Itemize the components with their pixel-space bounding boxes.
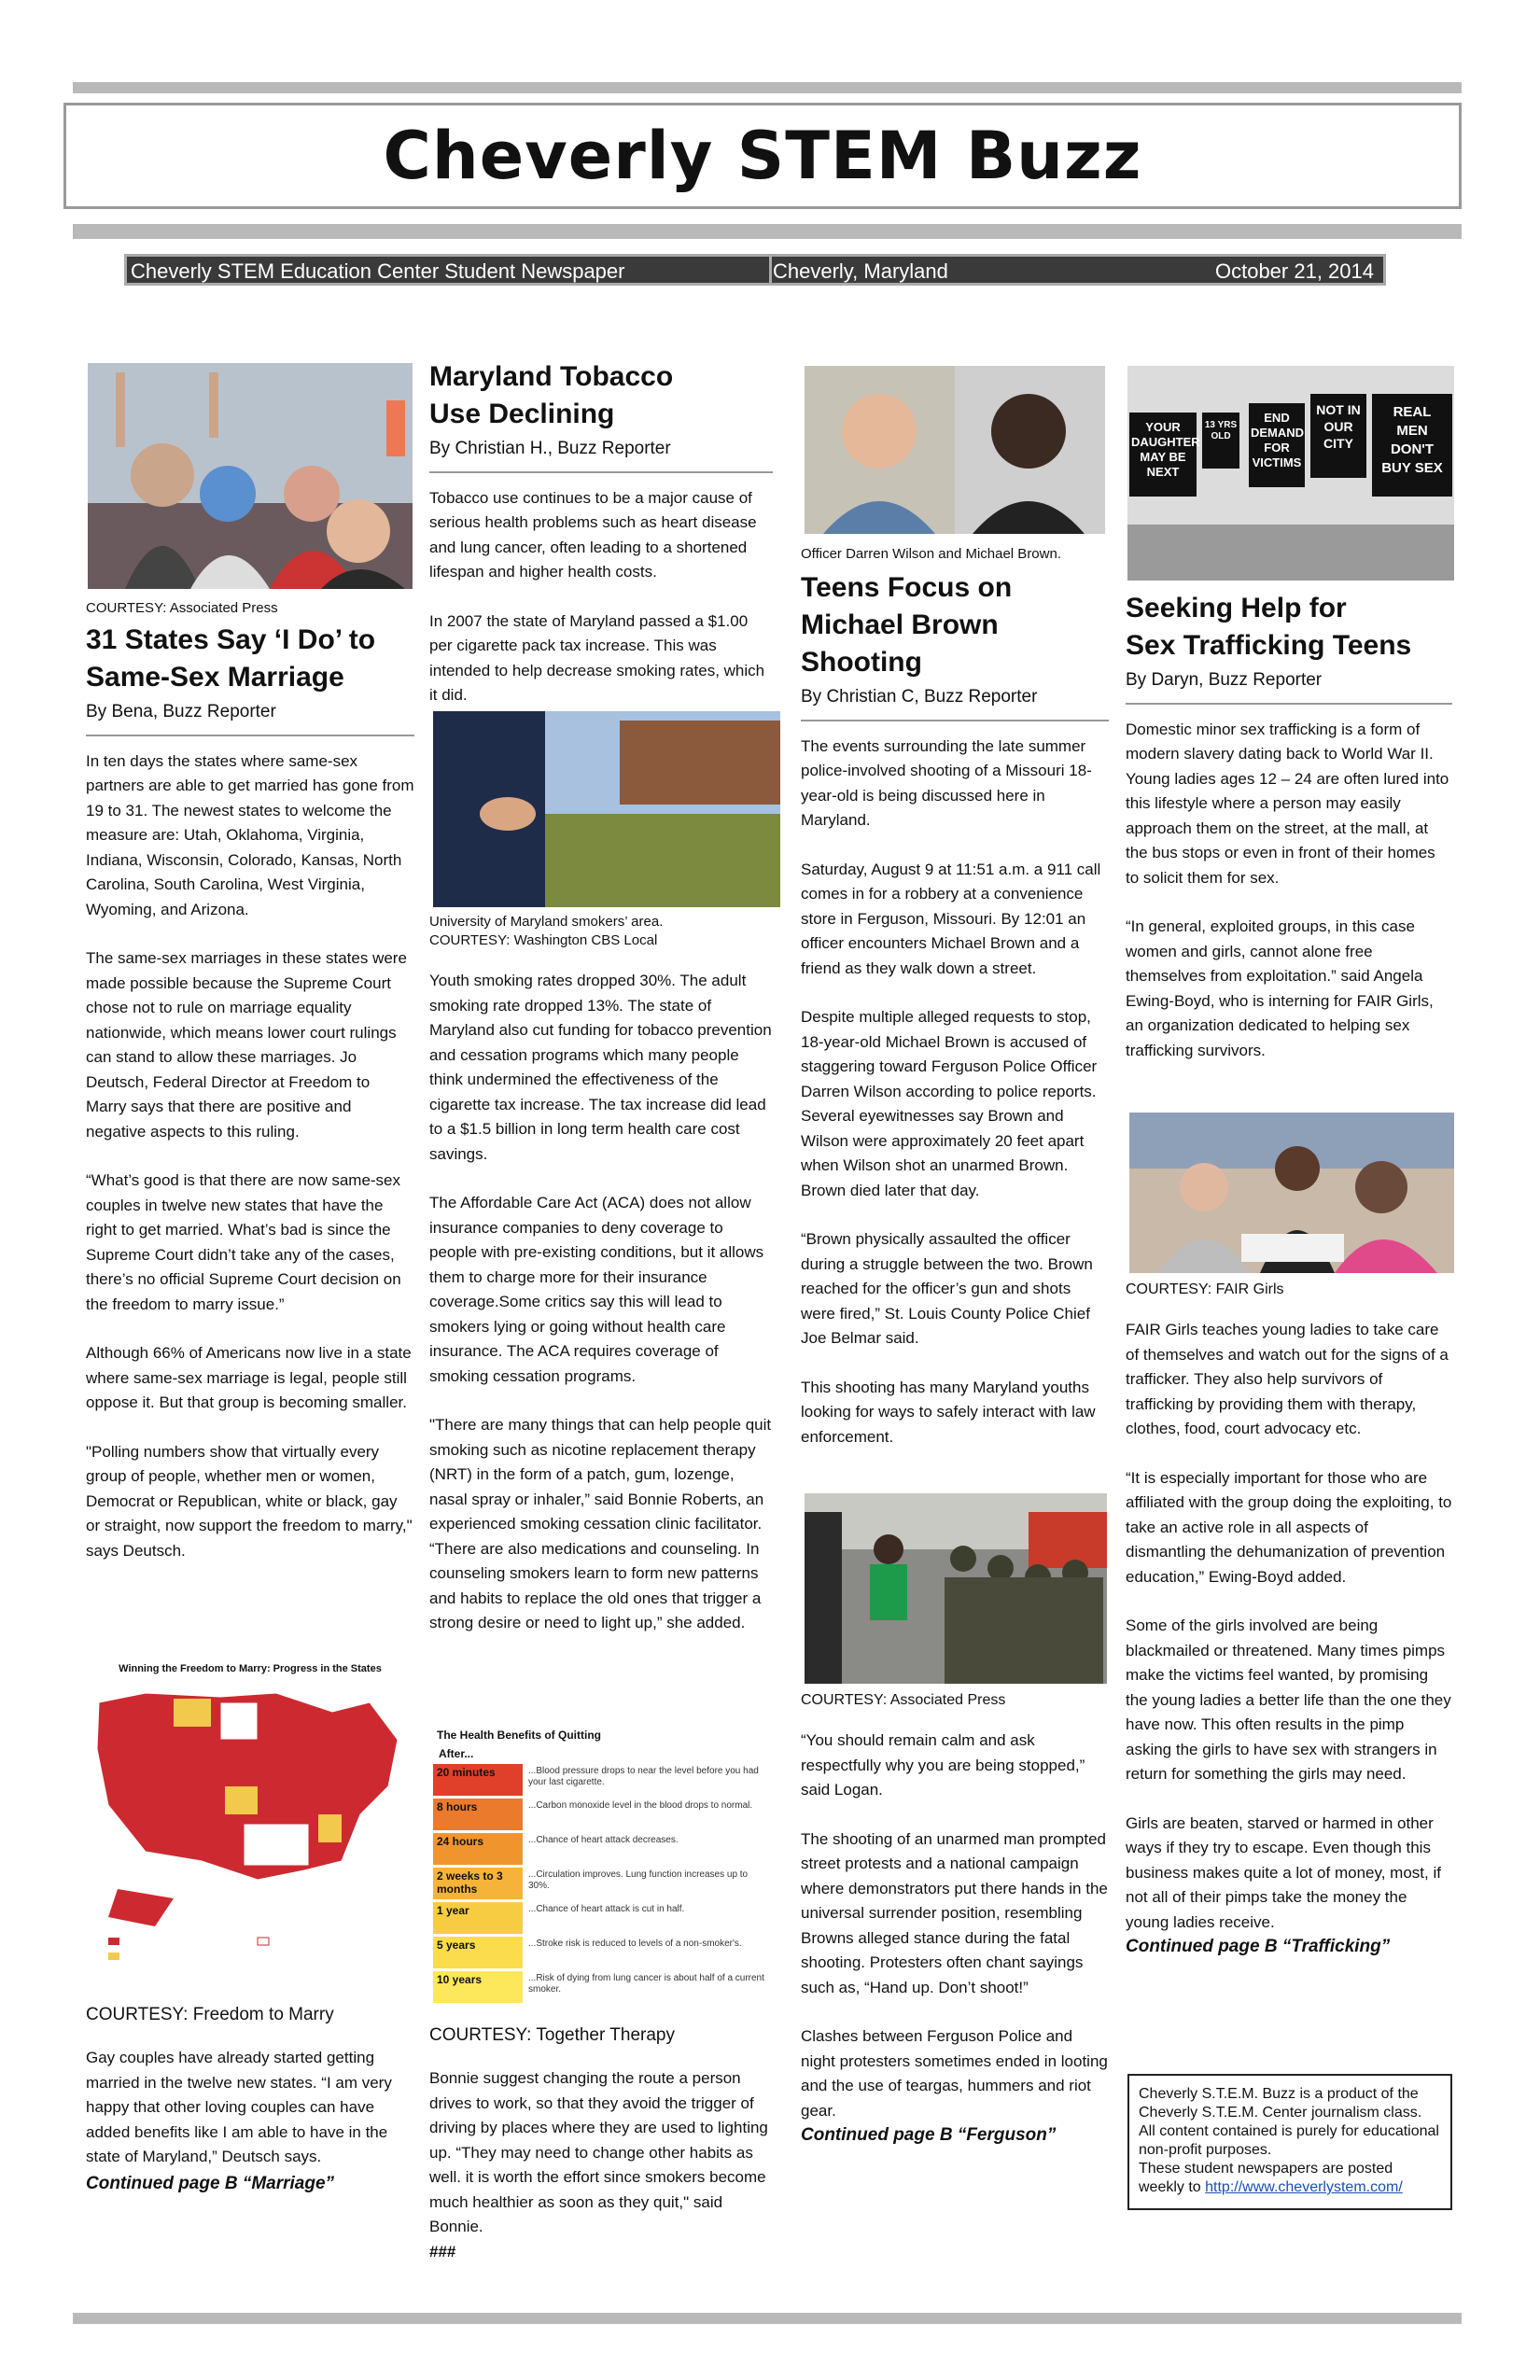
bottom-rule (73, 2313, 1462, 2324)
paragraph: “In general, exploited groups, in this case women and girls, cannot alone free themselves from exploitation.” said Angela Ewing-Boyd, who is interning for FAIR Girls, an organization dedicated to helping sex trafficking survivors. (1126, 917, 1434, 1059)
paragraph: “What’s good is that there are now same-sex couples in twelve new states that have the right to get married. What’s bad is since the Supreme Court didn’t take any of the cases, there’s no official Supreme Court decision on the freedom to marry issue.” (86, 1171, 401, 1313)
paragraph: Tobacco use continues to be a major cause of serious health problems such as heart disease and lung cancer, often leading to a shortened lifespan and higher health costs. (429, 488, 757, 581)
article-tobacco-cont (429, 913, 773, 1660)
table-row (433, 1799, 777, 1830)
divider (86, 735, 414, 736)
table-row (433, 1971, 777, 2003)
about-box (1127, 2074, 1452, 2210)
issue-date: October 21, 2014 (1214, 259, 1374, 283)
paragraph: The Affordable Care Act (ACA) does not allow insurance companies to deny coverage to people with pre-existing conditions, but it allows them to charge more for their insurance coverage.Some critics say this will lead to smokers lying or going without health care insurance. The ACA requires coverage of smoking cessation programs. (429, 1194, 764, 1385)
paragraph: Domestic minor sex trafficking is a form of modern slavery dating back to World War II. Young ladies ages 12 – 24 are often lured into this lifestyle where a person may easily approach them on the street, at the mall, at the bus stops or even in front of their homes to solicit them for sex. (1126, 720, 1449, 887)
byline: By Bena, Buzz Reporter (86, 702, 276, 721)
divider (1126, 703, 1452, 705)
table-row (433, 1937, 777, 1968)
headline-line: Seeking Help for (1126, 593, 1347, 623)
sign-text: REAL MEN DON'T BUY SEX (1381, 404, 1443, 476)
paragraph: Some of the girls involved are being blackmailed or threatened. Many times pimps make the victims feel wanted, by promising the young ladies a better life than the one they have now. This often results in the pimp asking the girls to have sex with strangers in return for something the girls may need. (1126, 1617, 1451, 1783)
table-text-cell: ...Risk of dying from lung cancer is about half of a current smoker. (528, 1973, 764, 1995)
byline: By Christian H., Buzz Reporter (429, 439, 671, 458)
about-posting-text: These student newspapers are posted weekly to (1139, 2161, 1393, 2195)
masthead (63, 103, 1462, 209)
fair-girls-photo (1129, 1113, 1454, 1273)
sign-text: NOT IN OUR CITY (1316, 402, 1361, 451)
table-time-cell: 20 minutes (433, 1764, 523, 1796)
paragraph: In ten days the states where same-sex partners are able to get married has gone from 19 to 31. The newest states to welcome the measure are: Utah, Oklahoma, Virginia, Indiana, Wisconsin, Colorado, Kansas, North Carolina, South Carolina, West Virginia, Wyoming, and Arizona. (86, 751, 414, 918)
article-tobacco-end (429, 2018, 773, 2264)
headline-line: Maryland Tobacco (429, 361, 674, 392)
paragraph: "Polling numbers show that virtually every group of people, whether men or women, Democrat or Republican, white or black, gay or straight, now support the freedom to marry," says Deutsch. (86, 1442, 413, 1560)
headline-line: Same-Sex Marriage (86, 662, 344, 693)
table-text-cell: ...Chance of heart attack is cut in half. (528, 1904, 685, 1914)
paragraph: "There are many things that can help people quit smoking such as nicotine replacement therapy (NRT) in the form of a patch, gum, lozenge, nasal spray or inhaler,” said Bonnie Roberts, an experienced smoking cessation clinic facilitator. “There are also medications and counseling. In counseling smokers learn to form new patterns and habits to replace the old ones that trigger a strong desire or need to light up,” she added. (429, 1416, 772, 1631)
table-row (433, 1764, 777, 1796)
about-posting (1139, 2160, 1441, 2197)
website-link[interactable]: http://www.cheverlystem.com/ (1205, 2179, 1403, 2195)
quitting-benefits-table (433, 1727, 777, 2007)
subtitle: Cheverly STEM Education Center Student Newspaper (131, 259, 625, 283)
sign-text: YOUR DAUGHTER MAY BE NEXT (1131, 420, 1200, 479)
table-row (433, 1902, 777, 1934)
top-rule (73, 82, 1462, 93)
paragraph: This shooting has many Maryland youths looking for ways to safely interact with law enforcement. (801, 1378, 1096, 1446)
paragraph: Girls are beaten, starved or harmed in other ways if they try to escape. Even though this business makes quite a lot of money, most, if not all of their pimps take the money the young ladies receive. (1126, 1813, 1441, 1931)
article-trafficking-cont (1126, 1281, 1452, 1960)
paragraph: The shooting of an unarmed man prompted street protests and a national campaign where demonstrators put there hands in the universal surrender position, resembling Browns alleged stance during the fatal shooting. Protesters often chant sayings such as, “Hand up. Don’t shoot!” (801, 1829, 1108, 1996)
marriage-map (90, 1663, 411, 1995)
table-caption: COURTESY: Together Therapy (429, 2025, 675, 2045)
paragraph: Saturday, August 9 at 11:51 a.m. a 911 call comes in for a robbery at a convenience store in Ferguson, Missouri. By 12:01 an officer encounters Michael Brown and a friend as they walk down a street. (801, 860, 1101, 977)
table-time-cell: 24 hours (433, 1833, 523, 1865)
headline-line: Michael Brown (801, 609, 999, 640)
photo-caption: COURTESY: Associated Press (801, 1692, 1006, 1708)
paragraph: “You should remain calm and ask respectfully why you are being stopped,” said Logan. (801, 1731, 1085, 1799)
map-title: Winning the Freedom to Marry: Progress in the States (119, 1663, 382, 1674)
table-time-cell: 8 hours (433, 1799, 523, 1830)
about-text: Cheverly S.T.E.M. Buzz is a product of the Cheverly S.T.E.M. Center journalism class. All content contained is purely for educational non-profit purposes. (1139, 2086, 1439, 2158)
paragraph: “Brown physically assaulted the officer during a struggle between the two. Brown reached for the officer’s gun and shots were fired,” St. Louis County Police Chief Joe Belmar said. (801, 1230, 1093, 1347)
info-bar (124, 254, 1386, 286)
byline: By Daryn, Buzz Reporter (1126, 670, 1323, 690)
article-trafficking (1126, 590, 1452, 1087)
continued-note: Continued page B “Ferguson” (801, 2125, 1057, 2145)
table-row (433, 1868, 777, 1899)
newspaper-title: Cheverly STEM Buzz (383, 118, 1142, 194)
table-after: After... (439, 1747, 474, 1760)
table-text-cell: ...Blood pressure drops to near the level before you had your last cigarette. (528, 1766, 759, 1787)
continued-note: Continued page B “Marriage” (86, 2173, 335, 2193)
headline-line: 31 States Say ‘I Do’ to (86, 624, 376, 655)
table-time-cell: 2 weeks to 3 months (433, 1868, 523, 1899)
article-ferguson-cont (801, 1691, 1109, 2149)
divider (801, 720, 1109, 721)
paragraph: FAIR Girls teaches young ladies to take care of themselves and watch out for the signs of a trafficker. They also help survivors of trafficking by providing them with therapy, clothes, food, court advocacy etc. (1126, 1321, 1449, 1437)
continued-note: Continued page B “Trafficking” (1126, 1937, 1391, 1956)
table-text-cell: ...Circulation improves. Lung function increases up to 30%. (528, 1869, 749, 1891)
table-row (433, 1833, 777, 1865)
table-text-cell: ...Stroke risk is reduced to levels of a non-smoker's. (528, 1939, 742, 1949)
photo-caption: Officer Darren Wilson and Michael Brown. (801, 546, 1061, 562)
paragraph: The events surrounding the late summer police-involved shooting of a Missouri 18-year-old is being discussed here in Maryland. (801, 736, 1092, 829)
headline-line: Use Declining (429, 399, 615, 429)
paragraph: The same-sex marriages in these states were made possible because the Supreme Court chose not to rule on marriage equality nationwide, which means lower court rulings can stand to allow these marriages. Jo Deutsch, Federal Director at Freedom to Marry says that there are positive and negative aspects to this ruling. (86, 949, 407, 1141)
article-marriage-cont (86, 1997, 414, 2196)
photo-caption: COURTESY: Associated Press (86, 600, 278, 616)
masthead-bottom-rule (73, 224, 1462, 239)
rally-photo (88, 363, 413, 589)
smokers-photo (433, 711, 780, 907)
table-time-cell: 10 years (433, 1971, 523, 2003)
sign-text: 13 YRS OLD (1204, 420, 1238, 441)
paragraph: Gay couples have already started getting married in the twelve new states. “I am very happy that other loving couples can have added benefits like I am able to have in the state of Maryland,” Deutsch says. (86, 2049, 392, 2165)
paragraph: “It is especially important for those who are affiliated with the group doing the exploiting, to take an active role in all aspects of dismantling the dehumanization of prevention education,” Ewing-Boyd added. (1126, 1468, 1452, 1586)
table-time-cell: 1 year (433, 1902, 523, 1934)
table-time-cell: 5 years (433, 1937, 523, 1968)
trafficking-protest-photo (1127, 366, 1454, 581)
table-text-cell: ...Chance of heart attack decreases. (528, 1835, 679, 1845)
byline: By Christian C, Buzz Reporter (801, 687, 1038, 707)
paragraph: Bonnie suggest changing the route a person drives to work, so that they avoid the trigger of driving by places where they are used to lighting up. “They may need to change other habits as well. it is worth the effort since smokers become much healthier as soon as they quit," said Bonnie. (429, 2069, 768, 2235)
photo-caption: COURTESY: Washington CBS Local (429, 932, 658, 948)
article-tobacco (429, 358, 773, 733)
table-rows (433, 1764, 777, 2003)
headline-line: Sex Trafficking Teens (1126, 630, 1412, 661)
paragraph: Clashes between Ferguson Police and night protesters sometimes ended in looting and the use of teargas, hummers and riot gear. (801, 2027, 1108, 2120)
table-title: The Health Benefits of Quitting (433, 1727, 777, 1743)
table-text-cell: ...Carbon monoxide level in the blood drops to normal. (528, 1800, 753, 1811)
paragraph: Despite multiple alleged requests to stop, 18-year-old Michael Brown is accused of staggering toward Ferguson Police Officer Darren Wilson according to police reports. Several eyewitnesses say Brown and Wilson were approximately 20 feet apart when Wilson shot an unarmed Brown. Brown died later that day. (801, 1008, 1098, 1199)
headline-line: Shooting (801, 647, 922, 678)
sign-text: END DEMAND FOR VICTIMS (1251, 411, 1305, 469)
paragraph: Although 66% of Americans now live in a state where same-sex marriage is legal, people still oppose it. But that group is becoming smaller. (86, 1344, 412, 1411)
paragraph: Youth smoking rates dropped 30%. The adult smoking rate dropped 13%. The state of Maryland also cut funding for tobacco prevention and cessation programs which many people think undermined the effectiveness of the cigarette tax increase. The tax increase did lead to a $1.5 billion in long term health care cost savings. (429, 972, 772, 1163)
divider (429, 471, 773, 473)
paragraph: In 2007 the state of Maryland passed a $1.00 per cigarette pack tax increase. This was intended to help decrease smoking rates, which it did. (429, 611, 765, 704)
headline-line: Teens Focus on (801, 572, 1013, 603)
article-ferguson (801, 545, 1109, 1474)
end-mark: ### (429, 2242, 456, 2261)
wilson-brown-photo (805, 366, 1105, 534)
map-caption: COURTESY: Freedom to Marry (86, 2005, 334, 2024)
article-marriage (86, 595, 414, 1567)
photo-caption: University of Maryland smokers’ area. (429, 914, 664, 930)
ferguson-protest-photo (805, 1493, 1107, 1684)
location: Cheverly, Maryland (773, 259, 948, 283)
photo-caption: COURTESY: FAIR Girls (1126, 1281, 1284, 1297)
